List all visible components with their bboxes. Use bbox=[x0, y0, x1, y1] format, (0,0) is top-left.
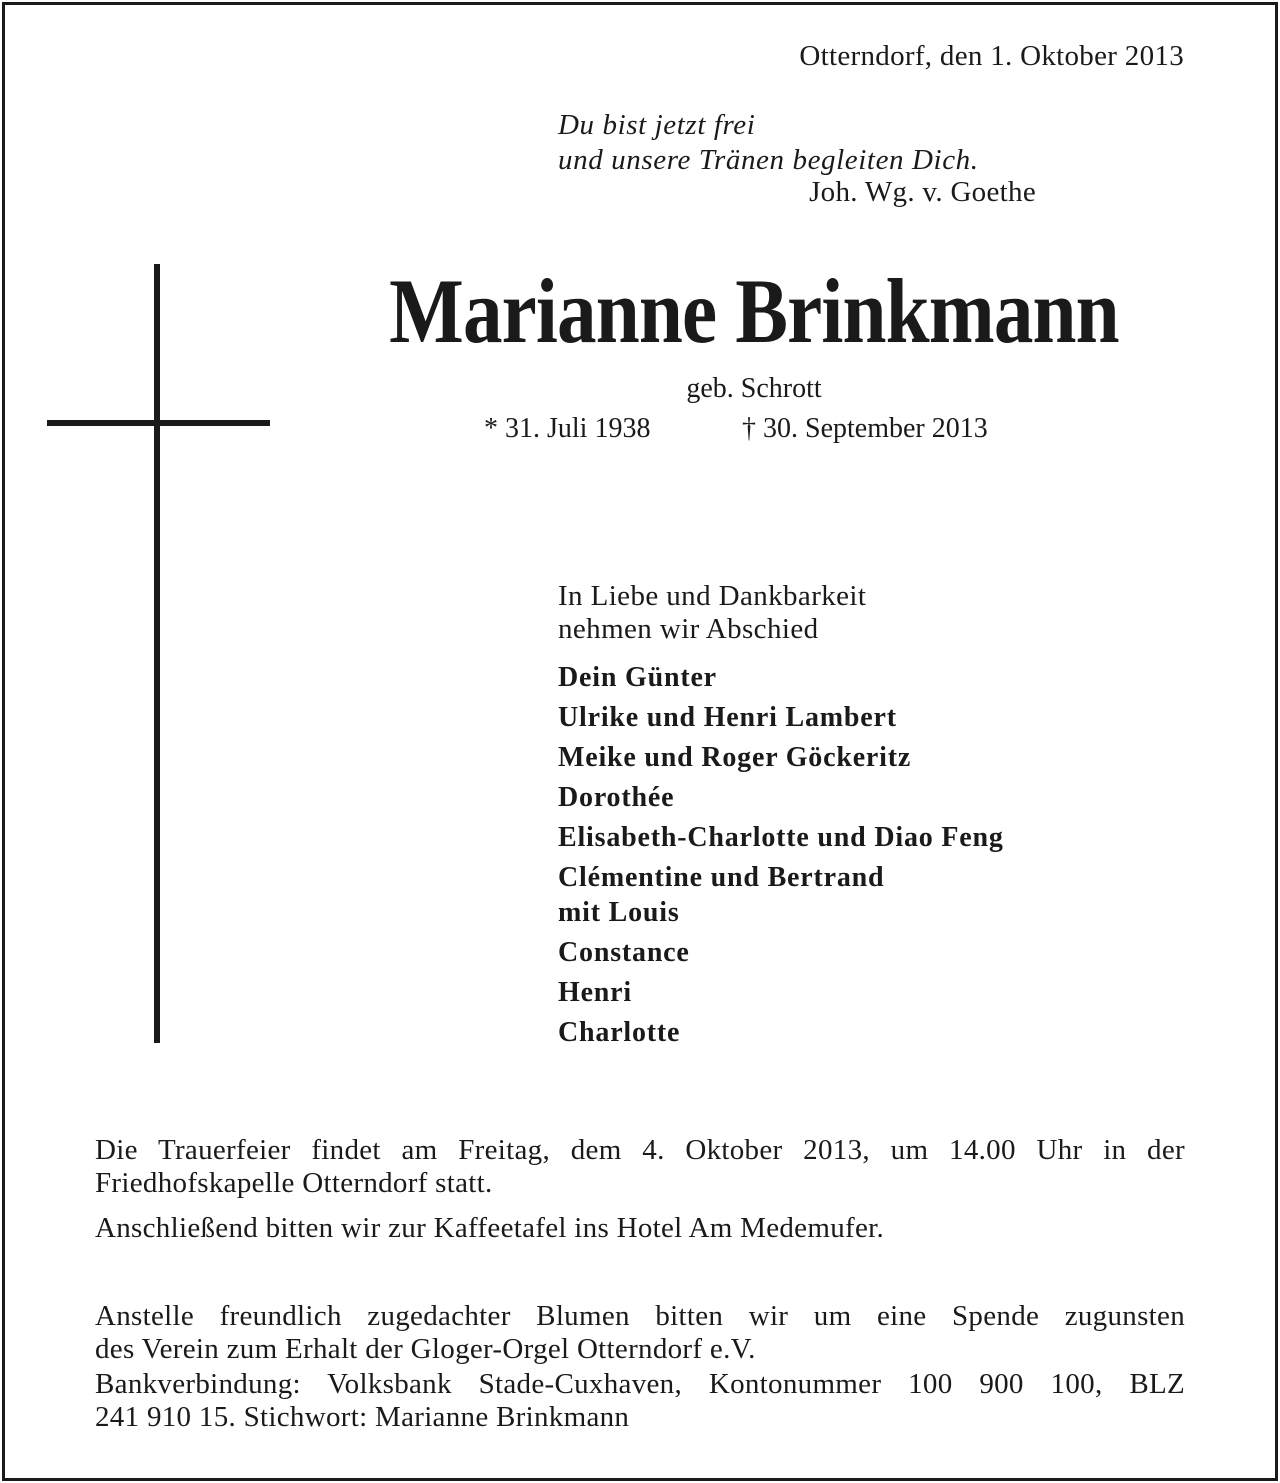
mourner: mit Louis bbox=[558, 897, 680, 928]
farewell-line: In Liebe und Dankbarkeit bbox=[558, 580, 867, 612]
donation-line: des Verein zum Erhalt der Gloger-Orgel Otterndorf e.V. bbox=[95, 1333, 756, 1365]
donation-info bbox=[95, 1300, 1185, 1366]
funeral-line: Friedhofskapelle Otterndorf statt. bbox=[95, 1167, 493, 1199]
mourner: Ulrike und Henri Lambert bbox=[558, 702, 897, 733]
funeral-line: Die Trauerfeier findet am Freitag, dem 4. Oktober 2013, um 14.00 Uhr in der bbox=[95, 1134, 1185, 1166]
mourner: Clémentine und Bertrand bbox=[558, 862, 885, 893]
mourner: Constance bbox=[558, 937, 690, 968]
farewell-line: nehmen wir Abschied bbox=[558, 613, 819, 645]
cross-icon-horizontal-bar bbox=[47, 420, 270, 426]
deceased-name: Marianne Brinkmann bbox=[389, 260, 1119, 362]
death-date: † 30. September 2013 bbox=[742, 413, 988, 444]
mourner: Henri bbox=[558, 977, 632, 1008]
quote-line: und unsere Tränen begleiten Dich. bbox=[558, 144, 979, 176]
funeral-info bbox=[95, 1134, 1185, 1200]
mourner: Elisabeth-Charlotte und Diao Feng bbox=[558, 822, 1004, 853]
mourner: Meike und Roger Göckeritz bbox=[558, 742, 912, 773]
mourner: Dein Günter bbox=[558, 662, 717, 693]
farewell-text bbox=[558, 580, 866, 646]
place-date: Otterndorf, den 1. Oktober 2013 bbox=[799, 40, 1184, 72]
mourner: Charlotte bbox=[558, 1017, 681, 1048]
bank-line: 241 910 15. Stichwort: Marianne Brinkmann bbox=[95, 1401, 630, 1433]
reception-info bbox=[95, 1212, 1185, 1245]
birth-date: * 31. Juli 1938 bbox=[484, 413, 651, 444]
bank-info bbox=[95, 1368, 1185, 1434]
mourner: Dorothée bbox=[558, 782, 675, 813]
mourners-list bbox=[558, 660, 1004, 1055]
quote-line: Du bist jetzt frei bbox=[558, 109, 756, 141]
quote bbox=[558, 108, 979, 178]
quote-author: Joh. Wg. v. Goethe bbox=[809, 176, 1036, 208]
cross-icon-vertical-bar bbox=[154, 264, 160, 1043]
birth-name: geb. Schrott bbox=[686, 373, 822, 404]
donation-line: Anstelle freundlich zugedachter Blumen bitten wir um eine Spende zugunsten bbox=[95, 1300, 1185, 1332]
bank-line: Bankverbindung: Volksbank Stade-Cuxhaven, Kontonummer 100 900 100, BLZ bbox=[95, 1368, 1185, 1400]
reception-line: Anschließend bitten wir zur Kaffeetafel ins Hotel Am Medemufer. bbox=[95, 1212, 885, 1244]
